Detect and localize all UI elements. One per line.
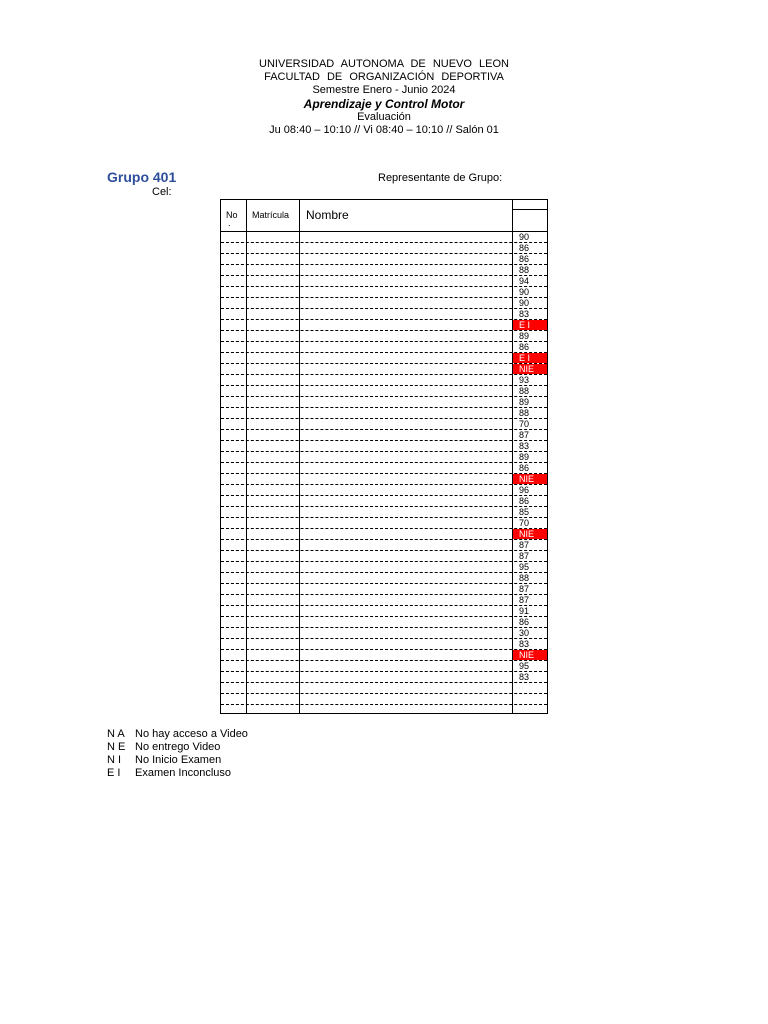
schedule-label: Ju 08:40 – 10:10 // Vi 08:40 – 10:10 // Salón 01 <box>269 124 499 136</box>
grade-cell: NIE <box>513 364 547 374</box>
table-row <box>221 463 547 474</box>
table-row <box>221 386 547 397</box>
grade-cell: 86 <box>519 342 530 352</box>
grade-cell: 88 <box>519 408 530 418</box>
table-row <box>221 639 547 650</box>
table-row <box>221 408 547 419</box>
grade-cell: 87 <box>519 430 530 440</box>
university-name: UNIVERSIDAD AUTONOMA DE NUEVO LEON <box>259 58 509 70</box>
grade-cell: 89 <box>519 452 530 462</box>
grade-cell: 87 <box>519 551 530 561</box>
cel-label: Cel: <box>152 186 172 198</box>
grade-cell: 83 <box>519 441 530 451</box>
header-nombre: Nombre <box>306 208 349 222</box>
grade-cell: 95 <box>519 562 530 572</box>
grade-cell: 87 <box>519 595 530 605</box>
legend-code: N A <box>107 728 125 740</box>
table-row <box>221 496 547 507</box>
table-row <box>221 573 547 584</box>
legend-code: E I <box>107 767 121 779</box>
grade-cell: 87 <box>519 540 530 550</box>
legend-item <box>107 767 248 780</box>
grade-cell: 86 <box>519 243 530 253</box>
grade-cell: 70 <box>519 419 530 429</box>
table-row <box>221 694 547 705</box>
grade-cell: 96 <box>519 485 530 495</box>
table-row <box>221 375 547 386</box>
legend-item <box>107 728 248 741</box>
document-header <box>0 58 768 137</box>
grades-table <box>220 199 548 714</box>
grade-cell: 90 <box>519 298 530 308</box>
table-row <box>221 529 547 540</box>
table-row <box>221 441 547 452</box>
table-row <box>221 364 547 375</box>
table-row <box>221 562 547 573</box>
header-no-label: No <box>226 210 238 220</box>
table-row <box>221 320 547 331</box>
table-row <box>221 298 547 309</box>
grade-cell <box>513 683 547 693</box>
table-row <box>221 661 547 672</box>
table-row <box>221 507 547 518</box>
grade-cell: 94 <box>519 276 530 286</box>
table-row <box>221 518 547 529</box>
table-row <box>221 276 547 287</box>
table-row <box>221 430 547 441</box>
legend-code: N I <box>107 754 122 766</box>
table-row <box>221 595 547 606</box>
grade-cell: 88 <box>519 573 530 583</box>
grade-cell: NIE <box>513 650 547 660</box>
grade-cell: 90 <box>519 287 530 297</box>
grade-cell: 85 <box>519 507 530 517</box>
table-row <box>221 672 547 683</box>
grade-cell: 30 <box>519 628 530 638</box>
table-row <box>221 287 547 298</box>
grade-cell: 89 <box>519 397 530 407</box>
course-title: Aprendizaje y Control Motor <box>303 97 465 111</box>
group-title: Grupo 401 <box>107 169 177 185</box>
representative-label: Representante de Grupo: <box>378 172 503 184</box>
table-row <box>221 628 547 639</box>
table-row <box>221 353 547 364</box>
grade-cell: 83 <box>519 309 530 319</box>
table-row <box>221 232 547 243</box>
table-row <box>221 331 547 342</box>
grade-cell: NIE <box>513 474 547 484</box>
table-row <box>221 397 547 408</box>
table-row <box>221 243 547 254</box>
grade-cell: 83 <box>519 672 530 682</box>
legend-text: No Inicio Examen <box>135 754 222 766</box>
legend-text: No hay acceso a Video <box>135 728 248 740</box>
table-body <box>221 232 547 705</box>
grade-cell: 91 <box>519 606 530 616</box>
header-matricula: Matrícula <box>252 210 290 220</box>
grade-cell: 83 <box>519 639 530 649</box>
grade-cell: 87 <box>519 584 530 594</box>
legend-item <box>107 754 248 767</box>
grade-cell: 86 <box>519 254 530 264</box>
grade-cell: 88 <box>519 386 530 396</box>
table-row <box>221 419 547 430</box>
grade-cell: 86 <box>519 617 530 627</box>
table-row <box>221 650 547 661</box>
legend-text: Examen Inconcluso <box>135 767 231 779</box>
table-row <box>221 474 547 485</box>
legend-code: N E <box>107 741 126 753</box>
table-row <box>221 606 547 617</box>
grade-cell: 88 <box>519 265 530 275</box>
legend-text: No entrego Video <box>135 741 221 753</box>
grade-cell: 86 <box>519 496 530 506</box>
grade-cell <box>513 694 547 704</box>
grade-header-divider <box>513 209 547 210</box>
header-no <box>226 210 238 228</box>
grade-cell: 70 <box>519 518 530 528</box>
grade-cell: 93 <box>519 375 530 385</box>
legend <box>107 728 248 780</box>
table-row <box>221 485 547 496</box>
table-row <box>221 617 547 628</box>
grade-cell: NIE <box>513 529 547 539</box>
table-row <box>221 584 547 595</box>
table-row <box>221 254 547 265</box>
semester-label: Semestre Enero - Junio 2024 <box>312 84 456 96</box>
grade-cell: E I <box>513 320 547 330</box>
header-no-dot: . <box>228 218 231 228</box>
table-row <box>221 265 547 276</box>
table-row <box>221 452 547 463</box>
table-row <box>221 551 547 562</box>
grade-cell: 89 <box>519 331 530 341</box>
table-row <box>221 683 547 694</box>
grade-cell: 95 <box>519 661 530 671</box>
grade-cell: 90 <box>519 232 530 242</box>
legend-item <box>107 741 248 754</box>
table-row <box>221 309 547 320</box>
table-row <box>221 540 547 551</box>
evaluation-label: Evaluación <box>357 111 411 123</box>
grade-cell: E I <box>513 353 547 363</box>
faculty-name: FACULTAD DE ORGANIZACIÓN DEPORTIVA <box>264 71 504 83</box>
table-row <box>221 342 547 353</box>
grade-cell: 86 <box>519 463 530 473</box>
